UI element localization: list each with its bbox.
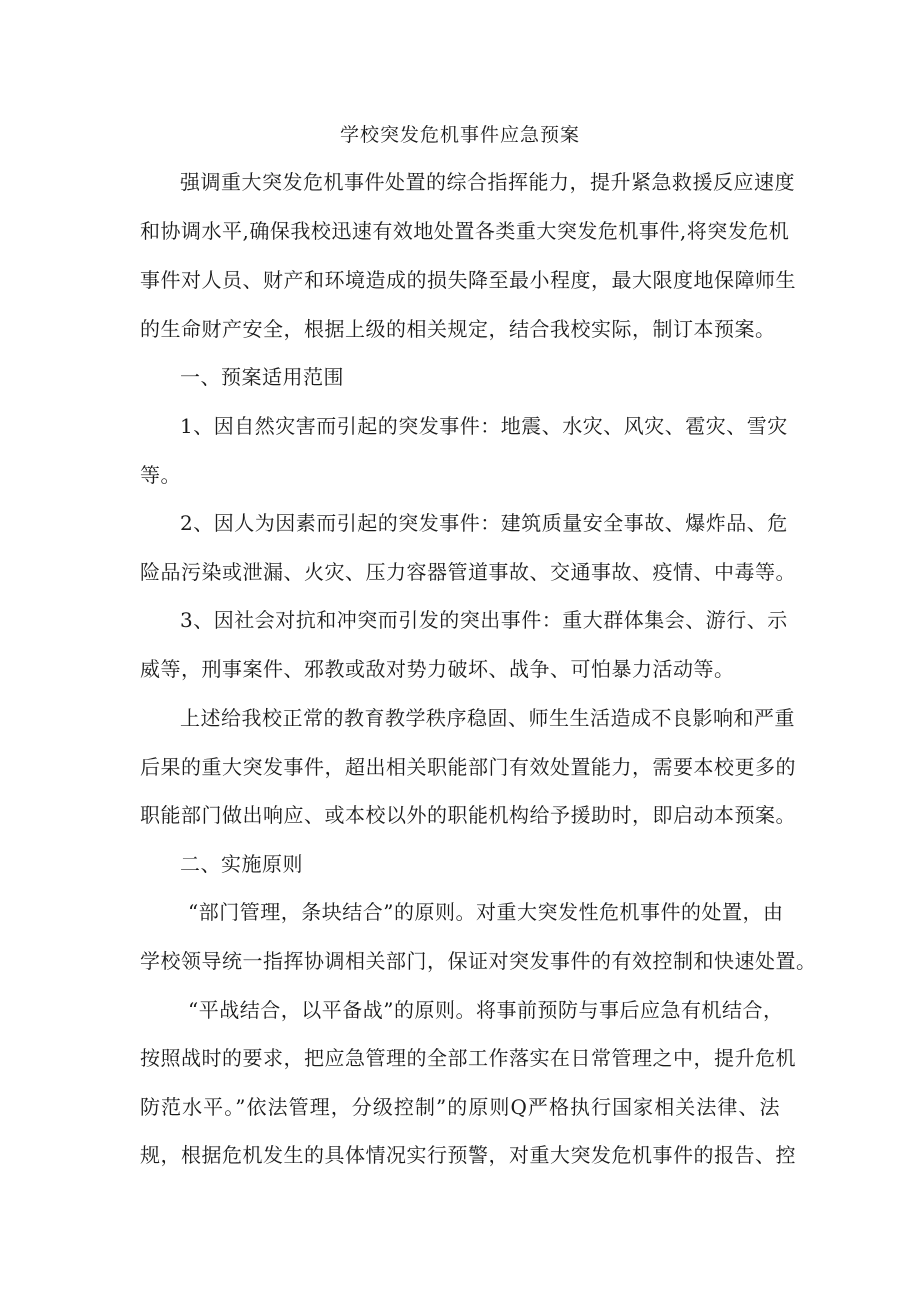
paragraph-line: “部门管理，条块结合”的原则。对重大突发性危机事件的处置，由 <box>188 900 784 924</box>
paragraph-line: 威等，刑事案件、邪教或敌对势力破坏、战争、可怕暴力活动等。 <box>140 657 735 681</box>
paragraph-line: 后果的重大突发事件，超出相关职能部门有效处置能力，需要本校更多的 <box>140 755 796 779</box>
paragraph-line: 险品污染或泄漏、火灾、压力容器管道事故、交通事故、疫情、中毒等。 <box>140 560 796 584</box>
paragraph-line: 职能部门做出响应、或本校以外的职能机构给予援助时，即启动本预案。 <box>140 803 796 827</box>
paragraph-line: 按照战时的要求，把应急管理的全部工作落实在日常管理之中，提升危机 <box>140 1046 796 1070</box>
paragraph-line: 的生命财产安全，根据上级的相关规定，结合我校实际，制订本预案。 <box>140 317 776 341</box>
paragraph-line: 3、因社会对抗和冲突而引发的突出事件：重大群体集会、游行、示 <box>180 608 788 632</box>
paragraph-line: 事件对人员、财产和环境造成的损失降至最小程度，最大限度地保障师生 <box>140 268 796 292</box>
paragraph-line: 防范水平。”依法管理，分级控制”的原则Q严格执行国家相关法律、法 <box>140 1095 780 1119</box>
paragraph-line: 2、因人为因素而引起的突发事件：建筑质量安全事故、爆炸品、危 <box>180 511 788 535</box>
paragraph-line: 1、因自然灾害而引起的突发事件：地震、水灾、风灾、雹灾、雪灾 <box>180 414 788 438</box>
paragraph-line: 规，根据危机发生的具体情况实行预警，对重大突发危机事件的报告、控 <box>140 1143 796 1167</box>
section-heading: 一、预案适用范围 <box>180 365 344 389</box>
paragraph-line: “平战结合，以平备战”的原则。将事前预防与事后应急有机结合， <box>188 998 784 1022</box>
paragraph-line: 和协调水平,确保我校迅速有效地处置各类重大突发危机事件,将突发危机 <box>140 219 790 243</box>
section-heading: 二、实施原则 <box>180 852 303 876</box>
paragraph-line: 强调重大突发危机事件处置的综合指挥能力，提升紧急救援反应速度 <box>180 170 795 194</box>
paragraph-line: 学校领导统一指挥协调相关部门，保证对突发事件的有效控制和快速处置。 <box>140 949 817 973</box>
document-title: 学校突发危机事件应急预案 <box>339 124 580 146</box>
paragraph-line: 上述给我校正常的教育教学秩序稳固、师生生活造成不良影响和严重 <box>180 706 795 730</box>
paragraph-line: 等。 <box>140 463 181 487</box>
